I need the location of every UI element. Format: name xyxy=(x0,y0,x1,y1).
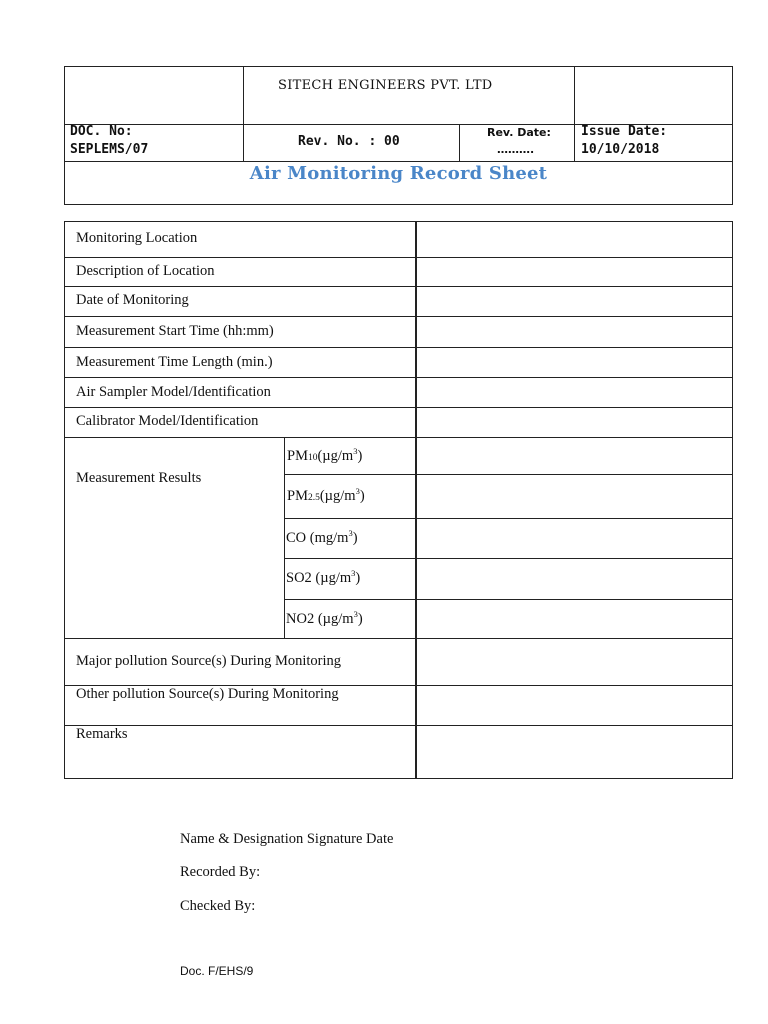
so2-field[interactable] xyxy=(418,560,731,598)
param-pm25-unit: (µg/m xyxy=(319,488,356,504)
no2-field[interactable] xyxy=(418,601,731,637)
rev-no-value: 00 xyxy=(384,134,400,149)
rev-date-value: ………. xyxy=(497,143,535,156)
param-so2-sup: 3 xyxy=(351,568,356,579)
signature-header: Name & Designation Signature Date xyxy=(180,831,394,847)
header-divider xyxy=(459,124,460,161)
start-time-field[interactable] xyxy=(418,318,731,346)
row-label-major-pollution: Major pollution Source(s) During Monitoring xyxy=(76,653,342,669)
row-label-air-sampler: Air Sampler Model/Identification xyxy=(76,384,271,400)
param-no2-sup: 3 xyxy=(353,609,358,620)
param-co-base: CO xyxy=(286,530,307,546)
measurement-results-label: Measurement Results xyxy=(76,470,202,486)
param-pm25-sub: 2.5 xyxy=(307,493,320,503)
param-no2-close: ) xyxy=(357,611,363,627)
param-co xyxy=(286,530,358,547)
row-label-date-of-monitoring: Date of Monitoring xyxy=(76,292,189,308)
param-pm25-sup: 3 xyxy=(355,486,360,497)
air-sampler-field[interactable] xyxy=(418,379,731,406)
company-name: SITECH ENGINEERS PVT. LTD xyxy=(278,78,493,93)
rev-no-label: Rev. No. : xyxy=(298,134,377,149)
checked-by-label: Checked By: xyxy=(180,898,256,914)
header-divider xyxy=(574,66,575,161)
calibrator-field[interactable] xyxy=(418,409,731,436)
row-label-remarks: Remarks xyxy=(76,726,128,742)
param-pm10 xyxy=(287,448,362,465)
row-label-time-length: Measurement Time Length (min.) xyxy=(76,354,273,370)
row-label-other-pollution: Other pollution Source(s) During Monitoring xyxy=(76,686,339,702)
param-no2-unit: (µg/m xyxy=(314,611,354,627)
rev-date-label: Rev. Date: xyxy=(487,126,551,139)
pm25-field[interactable] xyxy=(418,476,731,517)
param-co-close: ) xyxy=(352,530,358,546)
param-pm25 xyxy=(287,488,365,505)
issue-date-value: 10/10/2018 xyxy=(581,142,660,157)
param-co-sup: 3 xyxy=(348,528,353,539)
param-pm25-close: ) xyxy=(359,488,365,504)
column-divider xyxy=(415,221,417,779)
param-pm25-base: PM xyxy=(287,488,308,504)
param-so2 xyxy=(286,570,360,587)
doc-no-value: SEPLEMS/07 xyxy=(70,142,149,157)
param-pm10-base: PM xyxy=(287,448,308,464)
param-no2 xyxy=(286,611,363,628)
row-label-monitoring-location: Monitoring Location xyxy=(76,230,198,246)
monitoring-location-field[interactable] xyxy=(418,223,731,256)
header-divider xyxy=(243,66,244,161)
date-of-monitoring-field[interactable] xyxy=(418,288,731,315)
co-field[interactable] xyxy=(418,520,731,557)
doc-no-label: DOC. No: xyxy=(70,124,133,139)
param-no2-base: NO2 xyxy=(286,611,315,627)
time-length-field[interactable] xyxy=(418,349,731,376)
row-label-start-time: Measurement Start Time (hh:mm) xyxy=(76,323,274,339)
recorded-by-label: Recorded By: xyxy=(180,864,261,880)
param-pm10-sup: 3 xyxy=(353,446,358,457)
other-pollution-field[interactable] xyxy=(418,687,731,724)
doc-reference: Doc. F/EHS/9 xyxy=(180,964,254,978)
param-pm10-sub: 10 xyxy=(307,453,318,463)
sheet-title: Air Monitoring Record Sheet xyxy=(249,163,548,184)
row-label-description-of-location: Description of Location xyxy=(76,263,215,279)
issue-date-label: Issue Date: xyxy=(581,124,668,139)
param-so2-base: SO2 xyxy=(286,570,312,586)
remarks-field[interactable] xyxy=(418,727,731,777)
param-so2-unit: (µg/m xyxy=(311,570,352,586)
pm10-field[interactable] xyxy=(418,439,731,473)
major-pollution-field[interactable] xyxy=(418,640,731,684)
description-of-location-field[interactable] xyxy=(418,259,731,285)
param-so2-close: ) xyxy=(355,570,361,586)
param-co-unit: (mg/m xyxy=(306,530,349,546)
param-pm10-close: ) xyxy=(357,448,363,464)
param-pm10-unit: (µg/m xyxy=(317,448,354,464)
row-label-calibrator: Calibrator Model/Identification xyxy=(76,413,259,429)
